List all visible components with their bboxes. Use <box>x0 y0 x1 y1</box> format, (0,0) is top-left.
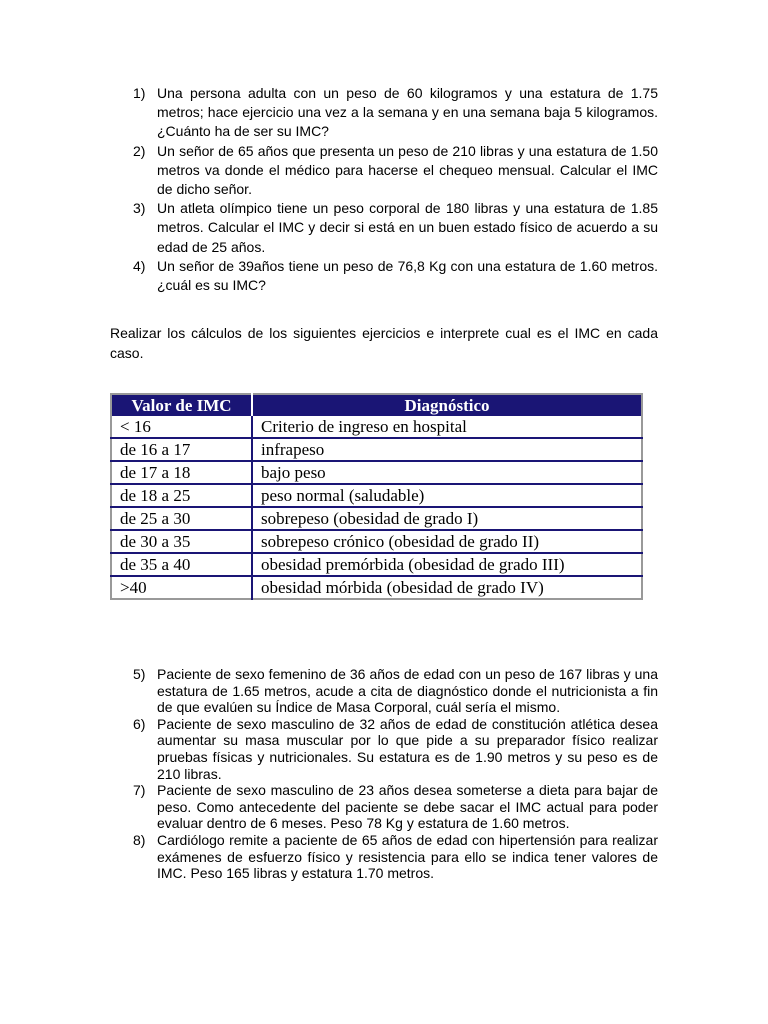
exercise-list-2 <box>110 666 658 882</box>
item-text: Un señor de 39años tiene un peso de 76,8 Kg con una estatura de 1.60 metros. ¿cuál es su IMC? <box>157 257 658 294</box>
list-item <box>110 666 658 716</box>
item-number: 1) <box>133 85 146 101</box>
item-number: 6) <box>133 715 146 732</box>
list-item <box>110 199 658 257</box>
imc-range: de 30 a 35 <box>111 530 252 553</box>
table-header-row <box>111 394 642 416</box>
diagnosis: Criterio de ingreso en hospital <box>252 416 642 438</box>
imc-range: >40 <box>111 576 252 599</box>
list-item <box>110 716 658 782</box>
imc-range: < 16 <box>111 416 252 438</box>
imc-range: de 17 a 18 <box>111 461 252 484</box>
item-text: Un atleta olímpico tiene un peso corporal de 180 libras y una estatura de 1.85 metros. Calcular el IMC y decir si está en un buen estado físico de acuerdo a su edad de 25 años. <box>157 200 658 255</box>
imc-range: de 35 a 40 <box>111 553 252 576</box>
imc-range: de 25 a 30 <box>111 507 252 530</box>
imc-table <box>110 393 643 600</box>
diagnosis: infrapeso <box>252 438 642 461</box>
item-text: Cardiólogo remite a paciente de 65 años de edad con hipertensión para realizar exámenes de esfuerzo físico y resistencia para ello se indica tener valores de IMC. Peso 165 libras y estatura 1.70 metros. <box>157 831 658 882</box>
item-number: 7) <box>133 782 146 799</box>
item-number: 5) <box>133 666 146 682</box>
diagnosis: obesidad premórbida (obesidad de grado III) <box>252 553 642 576</box>
item-number: 8) <box>133 831 146 848</box>
list-item <box>110 84 658 142</box>
table-row <box>111 507 642 530</box>
list-item <box>110 832 658 882</box>
item-number: 4) <box>133 257 146 274</box>
item-text: Paciente de sexo femenino de 36 años de edad con un peso de 167 libras y una estatura de 1.65 metros, acude a cita de diagnóstico donde el nutricionista a fin de que evalúen su Índice de Masa Corporal, cuál sería el mismo. <box>157 666 658 716</box>
column-header: Diagnóstico <box>252 394 642 416</box>
table-row <box>111 553 642 576</box>
item-text: Una persona adulta con un peso de 60 kilogramos y una estatura de 1.75 metros; hace ejercicio una vez a la semana y en una semana baja 5 kilogramos. ¿Cuánto ha de ser su IMC? <box>157 85 658 140</box>
list-item <box>110 257 658 295</box>
diagnosis: obesidad mórbida (obesidad de grado IV) <box>261 577 544 597</box>
item-text: Paciente de sexo masculino de 23 años desea someterse a dieta para bajar de peso. Como antecedente del paciente se debe sacar el IMC actual para poder evaluar dentro de 6 meses. Peso 78 Kg y estatura de 1.60 metros. <box>157 782 658 832</box>
table-row <box>111 484 642 507</box>
imc-range: de 16 a 17 <box>111 438 252 461</box>
table-row <box>111 416 642 438</box>
table-row <box>111 530 642 553</box>
table-row <box>111 461 642 484</box>
list-item <box>110 782 658 832</box>
item-number: 3) <box>133 200 146 217</box>
imc-range: de 18 a 25 <box>111 484 252 507</box>
diagnosis: bajo peso <box>252 461 642 484</box>
diagnosis: peso normal (saludable) <box>252 484 642 507</box>
column-header: Valor de IMC <box>111 394 252 416</box>
item-text: Un señor de 65 años que presenta un peso de 210 libras y una estatura de 1.50 metros va donde el médico para hacerse el chequeo mensual. Calcular el IMC de dicho señor. <box>157 142 658 198</box>
exercise-list-1 <box>110 84 658 295</box>
diagnosis: sobrepeso (obesidad de grado I) <box>252 507 642 530</box>
item-number: 2) <box>133 142 146 159</box>
list-item <box>110 142 658 200</box>
instruction-paragraph: Realizar los cálculos de los siguientes ejercicios e interprete cual es el IMC en cada caso. <box>110 325 658 361</box>
item-text: Paciente de sexo masculino de 32 años de edad de constitución atlética desea aumentar su masa muscular por lo que pide a su preparador físico realizar pruebas físicas y nutricionales. Su estatura es de 1.90 metros y su peso es de 210 libras. <box>157 715 658 782</box>
table-row <box>111 438 642 461</box>
diagnosis: sobrepeso crónico (obesidad de grado II) <box>252 530 642 553</box>
table-row <box>111 576 642 599</box>
